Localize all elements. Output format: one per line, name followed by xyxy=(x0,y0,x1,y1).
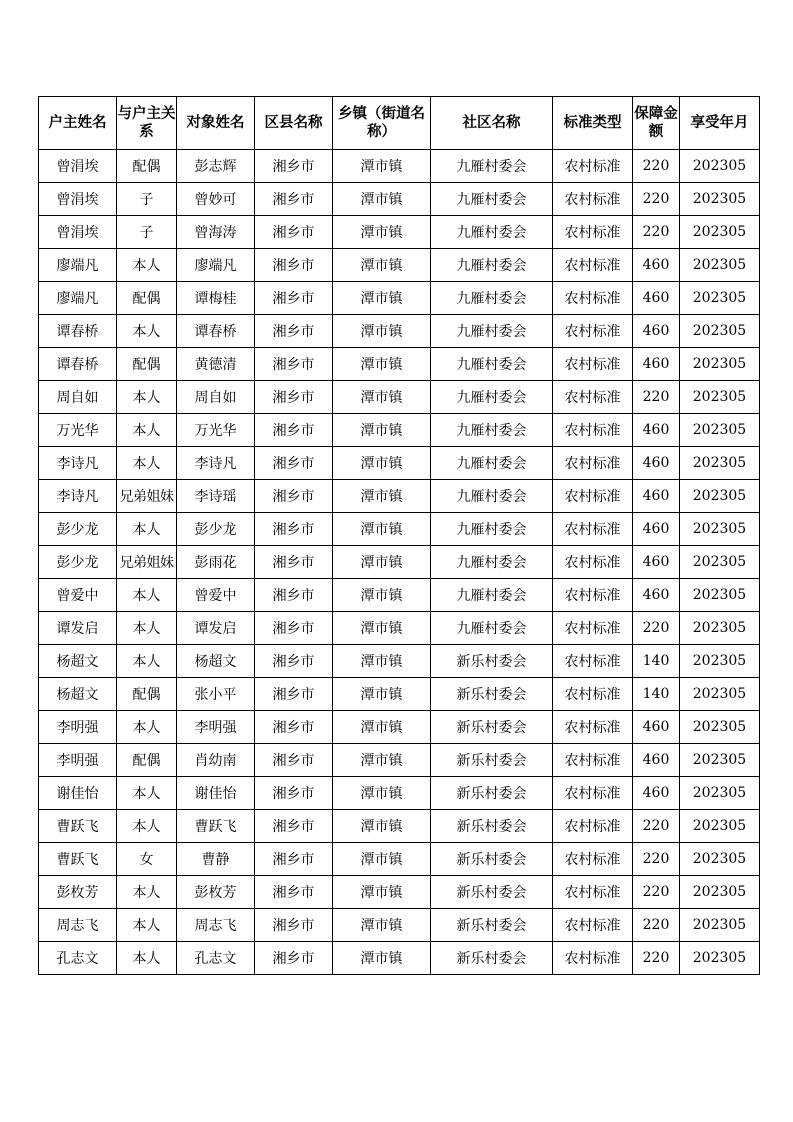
county-cell: 湘乡市 xyxy=(255,381,333,414)
county-cell: 湘乡市 xyxy=(255,744,333,777)
community-cell: 九雁村委会 xyxy=(431,315,553,348)
table-body xyxy=(39,150,760,975)
household-head-name-cell: 谭发启 xyxy=(39,612,117,645)
community-cell: 九雁村委会 xyxy=(431,513,553,546)
recipient-name-cell: 彭志辉 xyxy=(177,150,255,183)
amount-cell: 460 xyxy=(633,447,680,480)
period-cell: 202305 xyxy=(680,447,760,480)
recipient-name-cell: 李诗瑶 xyxy=(177,480,255,513)
period-cell: 202305 xyxy=(680,711,760,744)
recipient-name-cell: 万光华 xyxy=(177,414,255,447)
period-cell: 202305 xyxy=(680,744,760,777)
table-row xyxy=(39,513,760,546)
period-cell: 202305 xyxy=(680,249,760,282)
relationship-cell: 本人 xyxy=(117,876,177,909)
table-row xyxy=(39,678,760,711)
header-township: 乡镇（街道名称） xyxy=(333,97,431,150)
recipient-name-cell: 曹跃飞 xyxy=(177,810,255,843)
relationship-cell: 本人 xyxy=(117,711,177,744)
amount-cell: 220 xyxy=(633,942,680,975)
amount-cell: 460 xyxy=(633,348,680,381)
household-head-name-cell: 谢佳怡 xyxy=(39,777,117,810)
period-cell: 202305 xyxy=(680,909,760,942)
township-cell: 潭市镇 xyxy=(333,678,431,711)
period-cell: 202305 xyxy=(680,315,760,348)
recipient-name-cell: 曾妙可 xyxy=(177,183,255,216)
community-cell: 新乐村委会 xyxy=(431,876,553,909)
household-head-name-cell: 李诗凡 xyxy=(39,447,117,480)
standard-type-cell: 农村标准 xyxy=(553,645,633,678)
period-cell: 202305 xyxy=(680,282,760,315)
recipient-name-cell: 廖端凡 xyxy=(177,249,255,282)
county-cell: 湘乡市 xyxy=(255,183,333,216)
standard-type-cell: 农村标准 xyxy=(553,810,633,843)
table-row xyxy=(39,711,760,744)
table-row xyxy=(39,876,760,909)
standard-type-cell: 农村标准 xyxy=(553,744,633,777)
recipient-name-cell: 张小平 xyxy=(177,678,255,711)
recipient-name-cell: 彭雨花 xyxy=(177,546,255,579)
township-cell: 潭市镇 xyxy=(333,183,431,216)
relationship-cell: 本人 xyxy=(117,777,177,810)
period-cell: 202305 xyxy=(680,183,760,216)
relationship-cell: 本人 xyxy=(117,612,177,645)
period-cell: 202305 xyxy=(680,645,760,678)
community-cell: 九雁村委会 xyxy=(431,546,553,579)
household-head-name-cell: 曾爱中 xyxy=(39,579,117,612)
table-row xyxy=(39,315,760,348)
amount-cell: 460 xyxy=(633,480,680,513)
amount-cell: 220 xyxy=(633,183,680,216)
standard-type-cell: 农村标准 xyxy=(553,546,633,579)
standard-type-cell: 农村标准 xyxy=(553,942,633,975)
header-household-head-name: 户主姓名 xyxy=(39,97,117,150)
amount-cell: 220 xyxy=(633,909,680,942)
header-community: 社区名称 xyxy=(431,97,553,150)
township-cell: 潭市镇 xyxy=(333,711,431,744)
household-head-name-cell: 彭枚芳 xyxy=(39,876,117,909)
township-cell: 潭市镇 xyxy=(333,513,431,546)
county-cell: 湘乡市 xyxy=(255,711,333,744)
household-head-name-cell: 李明强 xyxy=(39,744,117,777)
table-row xyxy=(39,579,760,612)
household-head-name-cell: 曾涓埃 xyxy=(39,150,117,183)
relationship-cell: 本人 xyxy=(117,315,177,348)
township-cell: 潭市镇 xyxy=(333,942,431,975)
county-cell: 湘乡市 xyxy=(255,777,333,810)
standard-type-cell: 农村标准 xyxy=(553,777,633,810)
amount-cell: 220 xyxy=(633,216,680,249)
community-cell: 新乐村委会 xyxy=(431,843,553,876)
county-cell: 湘乡市 xyxy=(255,348,333,381)
amount-cell: 220 xyxy=(633,612,680,645)
county-cell: 湘乡市 xyxy=(255,315,333,348)
amount-cell: 460 xyxy=(633,414,680,447)
table-row xyxy=(39,183,760,216)
county-cell: 湘乡市 xyxy=(255,942,333,975)
standard-type-cell: 农村标准 xyxy=(553,381,633,414)
relationship-cell: 配偶 xyxy=(117,348,177,381)
township-cell: 潭市镇 xyxy=(333,810,431,843)
table-row xyxy=(39,744,760,777)
table-row xyxy=(39,150,760,183)
period-cell: 202305 xyxy=(680,216,760,249)
table-row xyxy=(39,909,760,942)
county-cell: 湘乡市 xyxy=(255,843,333,876)
county-cell: 湘乡市 xyxy=(255,513,333,546)
community-cell: 九雁村委会 xyxy=(431,150,553,183)
relationship-cell: 子 xyxy=(117,183,177,216)
standard-type-cell: 农村标准 xyxy=(553,150,633,183)
standard-type-cell: 农村标准 xyxy=(553,480,633,513)
standard-type-cell: 农村标准 xyxy=(553,612,633,645)
community-cell: 九雁村委会 xyxy=(431,183,553,216)
recipient-name-cell: 彭少龙 xyxy=(177,513,255,546)
household-head-name-cell: 曾涓埃 xyxy=(39,216,117,249)
amount-cell: 460 xyxy=(633,513,680,546)
period-cell: 202305 xyxy=(680,876,760,909)
amount-cell: 220 xyxy=(633,150,680,183)
household-head-name-cell: 李诗凡 xyxy=(39,480,117,513)
household-head-name-cell: 曾涓埃 xyxy=(39,183,117,216)
township-cell: 潭市镇 xyxy=(333,150,431,183)
period-cell: 202305 xyxy=(680,777,760,810)
table-row xyxy=(39,843,760,876)
amount-cell: 140 xyxy=(633,645,680,678)
relationship-cell: 本人 xyxy=(117,810,177,843)
table-row xyxy=(39,216,760,249)
period-cell: 202305 xyxy=(680,348,760,381)
amount-cell: 220 xyxy=(633,876,680,909)
relationship-cell: 女 xyxy=(117,843,177,876)
township-cell: 潭市镇 xyxy=(333,909,431,942)
relationship-cell: 兄弟姐妹 xyxy=(117,546,177,579)
amount-cell: 460 xyxy=(633,579,680,612)
township-cell: 潭市镇 xyxy=(333,645,431,678)
relationship-cell: 本人 xyxy=(117,414,177,447)
period-cell: 202305 xyxy=(680,942,760,975)
standard-type-cell: 农村标准 xyxy=(553,678,633,711)
assistance-roster-table xyxy=(38,96,760,975)
township-cell: 潭市镇 xyxy=(333,843,431,876)
table-row xyxy=(39,546,760,579)
household-head-name-cell: 杨超文 xyxy=(39,678,117,711)
household-head-name-cell: 曹跃飞 xyxy=(39,843,117,876)
recipient-name-cell: 杨超文 xyxy=(177,645,255,678)
township-cell: 潭市镇 xyxy=(333,381,431,414)
table-header-row xyxy=(39,97,760,150)
county-cell: 湘乡市 xyxy=(255,678,333,711)
table-row xyxy=(39,414,760,447)
township-cell: 潭市镇 xyxy=(333,249,431,282)
county-cell: 湘乡市 xyxy=(255,579,333,612)
relationship-cell: 配偶 xyxy=(117,150,177,183)
township-cell: 潭市镇 xyxy=(333,216,431,249)
period-cell: 202305 xyxy=(680,612,760,645)
community-cell: 新乐村委会 xyxy=(431,942,553,975)
period-cell: 202305 xyxy=(680,513,760,546)
community-cell: 九雁村委会 xyxy=(431,282,553,315)
table-row xyxy=(39,480,760,513)
community-cell: 九雁村委会 xyxy=(431,249,553,282)
table-row xyxy=(39,249,760,282)
amount-cell: 460 xyxy=(633,744,680,777)
community-cell: 新乐村委会 xyxy=(431,645,553,678)
township-cell: 潭市镇 xyxy=(333,315,431,348)
recipient-name-cell: 谭发启 xyxy=(177,612,255,645)
recipient-name-cell: 彭枚芳 xyxy=(177,876,255,909)
standard-type-cell: 农村标准 xyxy=(553,315,633,348)
community-cell: 九雁村委会 xyxy=(431,348,553,381)
county-cell: 湘乡市 xyxy=(255,480,333,513)
household-head-name-cell: 彭少龙 xyxy=(39,513,117,546)
community-cell: 新乐村委会 xyxy=(431,777,553,810)
community-cell: 新乐村委会 xyxy=(431,909,553,942)
period-cell: 202305 xyxy=(680,843,760,876)
household-head-name-cell: 孔志文 xyxy=(39,942,117,975)
standard-type-cell: 农村标准 xyxy=(553,348,633,381)
period-cell: 202305 xyxy=(680,414,760,447)
county-cell: 湘乡市 xyxy=(255,216,333,249)
township-cell: 潭市镇 xyxy=(333,546,431,579)
recipient-name-cell: 谭春桥 xyxy=(177,315,255,348)
county-cell: 湘乡市 xyxy=(255,282,333,315)
recipient-name-cell: 孔志文 xyxy=(177,942,255,975)
household-head-name-cell: 周自如 xyxy=(39,381,117,414)
table-row xyxy=(39,381,760,414)
relationship-cell: 本人 xyxy=(117,381,177,414)
township-cell: 潭市镇 xyxy=(333,876,431,909)
header-standard-type: 标准类型 xyxy=(553,97,633,150)
amount-cell: 460 xyxy=(633,282,680,315)
household-head-name-cell: 万光华 xyxy=(39,414,117,447)
standard-type-cell: 农村标准 xyxy=(553,513,633,546)
community-cell: 九雁村委会 xyxy=(431,414,553,447)
household-head-name-cell: 杨超文 xyxy=(39,645,117,678)
standard-type-cell: 农村标准 xyxy=(553,414,633,447)
relationship-cell: 本人 xyxy=(117,942,177,975)
county-cell: 湘乡市 xyxy=(255,414,333,447)
household-head-name-cell: 谭春桥 xyxy=(39,315,117,348)
community-cell: 九雁村委会 xyxy=(431,579,553,612)
household-head-name-cell: 李明强 xyxy=(39,711,117,744)
relationship-cell: 配偶 xyxy=(117,282,177,315)
community-cell: 九雁村委会 xyxy=(431,480,553,513)
county-cell: 湘乡市 xyxy=(255,810,333,843)
county-cell: 湘乡市 xyxy=(255,909,333,942)
county-cell: 湘乡市 xyxy=(255,546,333,579)
relationship-cell: 本人 xyxy=(117,645,177,678)
relationship-cell: 本人 xyxy=(117,513,177,546)
period-cell: 202305 xyxy=(680,381,760,414)
recipient-name-cell: 谢佳怡 xyxy=(177,777,255,810)
recipient-name-cell: 肖幼南 xyxy=(177,744,255,777)
relationship-cell: 本人 xyxy=(117,249,177,282)
county-cell: 湘乡市 xyxy=(255,612,333,645)
relationship-cell: 子 xyxy=(117,216,177,249)
period-cell: 202305 xyxy=(680,810,760,843)
community-cell: 九雁村委会 xyxy=(431,381,553,414)
table-row xyxy=(39,447,760,480)
amount-cell: 220 xyxy=(633,843,680,876)
standard-type-cell: 农村标准 xyxy=(553,909,633,942)
community-cell: 九雁村委会 xyxy=(431,447,553,480)
standard-type-cell: 农村标准 xyxy=(553,249,633,282)
relationship-cell: 本人 xyxy=(117,579,177,612)
standard-type-cell: 农村标准 xyxy=(553,876,633,909)
household-head-name-cell: 廖端凡 xyxy=(39,282,117,315)
community-cell: 新乐村委会 xyxy=(431,744,553,777)
amount-cell: 140 xyxy=(633,678,680,711)
county-cell: 湘乡市 xyxy=(255,876,333,909)
community-cell: 新乐村委会 xyxy=(431,810,553,843)
community-cell: 九雁村委会 xyxy=(431,216,553,249)
recipient-name-cell: 曾爱中 xyxy=(177,579,255,612)
recipient-name-cell: 李明强 xyxy=(177,711,255,744)
township-cell: 潭市镇 xyxy=(333,282,431,315)
period-cell: 202305 xyxy=(680,150,760,183)
amount-cell: 460 xyxy=(633,777,680,810)
township-cell: 潭市镇 xyxy=(333,744,431,777)
recipient-name-cell: 李诗凡 xyxy=(177,447,255,480)
period-cell: 202305 xyxy=(680,678,760,711)
relationship-cell: 本人 xyxy=(117,447,177,480)
relationship-cell: 本人 xyxy=(117,909,177,942)
table-row xyxy=(39,810,760,843)
community-cell: 新乐村委会 xyxy=(431,711,553,744)
period-cell: 202305 xyxy=(680,579,760,612)
township-cell: 潭市镇 xyxy=(333,480,431,513)
table-row xyxy=(39,348,760,381)
header-period: 享受年月 xyxy=(680,97,760,150)
table-row xyxy=(39,645,760,678)
amount-cell: 220 xyxy=(633,810,680,843)
table-row xyxy=(39,282,760,315)
township-cell: 潭市镇 xyxy=(333,447,431,480)
period-cell: 202305 xyxy=(680,480,760,513)
household-head-name-cell: 廖端凡 xyxy=(39,249,117,282)
header-county: 区县名称 xyxy=(255,97,333,150)
recipient-name-cell: 黄德清 xyxy=(177,348,255,381)
header-recipient-name: 对象姓名 xyxy=(177,97,255,150)
amount-cell: 460 xyxy=(633,315,680,348)
county-cell: 湘乡市 xyxy=(255,447,333,480)
household-head-name-cell: 曹跃飞 xyxy=(39,810,117,843)
household-head-name-cell: 周志飞 xyxy=(39,909,117,942)
table-row xyxy=(39,612,760,645)
standard-type-cell: 农村标准 xyxy=(553,447,633,480)
recipient-name-cell: 周自如 xyxy=(177,381,255,414)
period-cell: 202305 xyxy=(680,546,760,579)
standard-type-cell: 农村标准 xyxy=(553,711,633,744)
amount-cell: 460 xyxy=(633,249,680,282)
standard-type-cell: 农村标准 xyxy=(553,579,633,612)
table-row xyxy=(39,777,760,810)
standard-type-cell: 农村标准 xyxy=(553,183,633,216)
township-cell: 潭市镇 xyxy=(333,612,431,645)
table-row xyxy=(39,942,760,975)
community-cell: 九雁村委会 xyxy=(431,612,553,645)
recipient-name-cell: 曾海涛 xyxy=(177,216,255,249)
county-cell: 湘乡市 xyxy=(255,249,333,282)
relationship-cell: 兄弟姐妹 xyxy=(117,480,177,513)
amount-cell: 220 xyxy=(633,381,680,414)
township-cell: 潭市镇 xyxy=(333,348,431,381)
township-cell: 潭市镇 xyxy=(333,414,431,447)
recipient-name-cell: 周志飞 xyxy=(177,909,255,942)
amount-cell: 460 xyxy=(633,711,680,744)
header-relationship: 与户主关系 xyxy=(117,97,177,150)
relationship-cell: 配偶 xyxy=(117,678,177,711)
standard-type-cell: 农村标准 xyxy=(553,216,633,249)
standard-type-cell: 农村标准 xyxy=(553,282,633,315)
amount-cell: 460 xyxy=(633,546,680,579)
township-cell: 潭市镇 xyxy=(333,579,431,612)
header-amount: 保障金额 xyxy=(633,97,680,150)
community-cell: 新乐村委会 xyxy=(431,678,553,711)
county-cell: 湘乡市 xyxy=(255,645,333,678)
recipient-name-cell: 谭梅桂 xyxy=(177,282,255,315)
county-cell: 湘乡市 xyxy=(255,150,333,183)
household-head-name-cell: 彭少龙 xyxy=(39,546,117,579)
township-cell: 潭市镇 xyxy=(333,777,431,810)
household-head-name-cell: 谭春桥 xyxy=(39,348,117,381)
relationship-cell: 配偶 xyxy=(117,744,177,777)
recipient-name-cell: 曹静 xyxy=(177,843,255,876)
standard-type-cell: 农村标准 xyxy=(553,843,633,876)
